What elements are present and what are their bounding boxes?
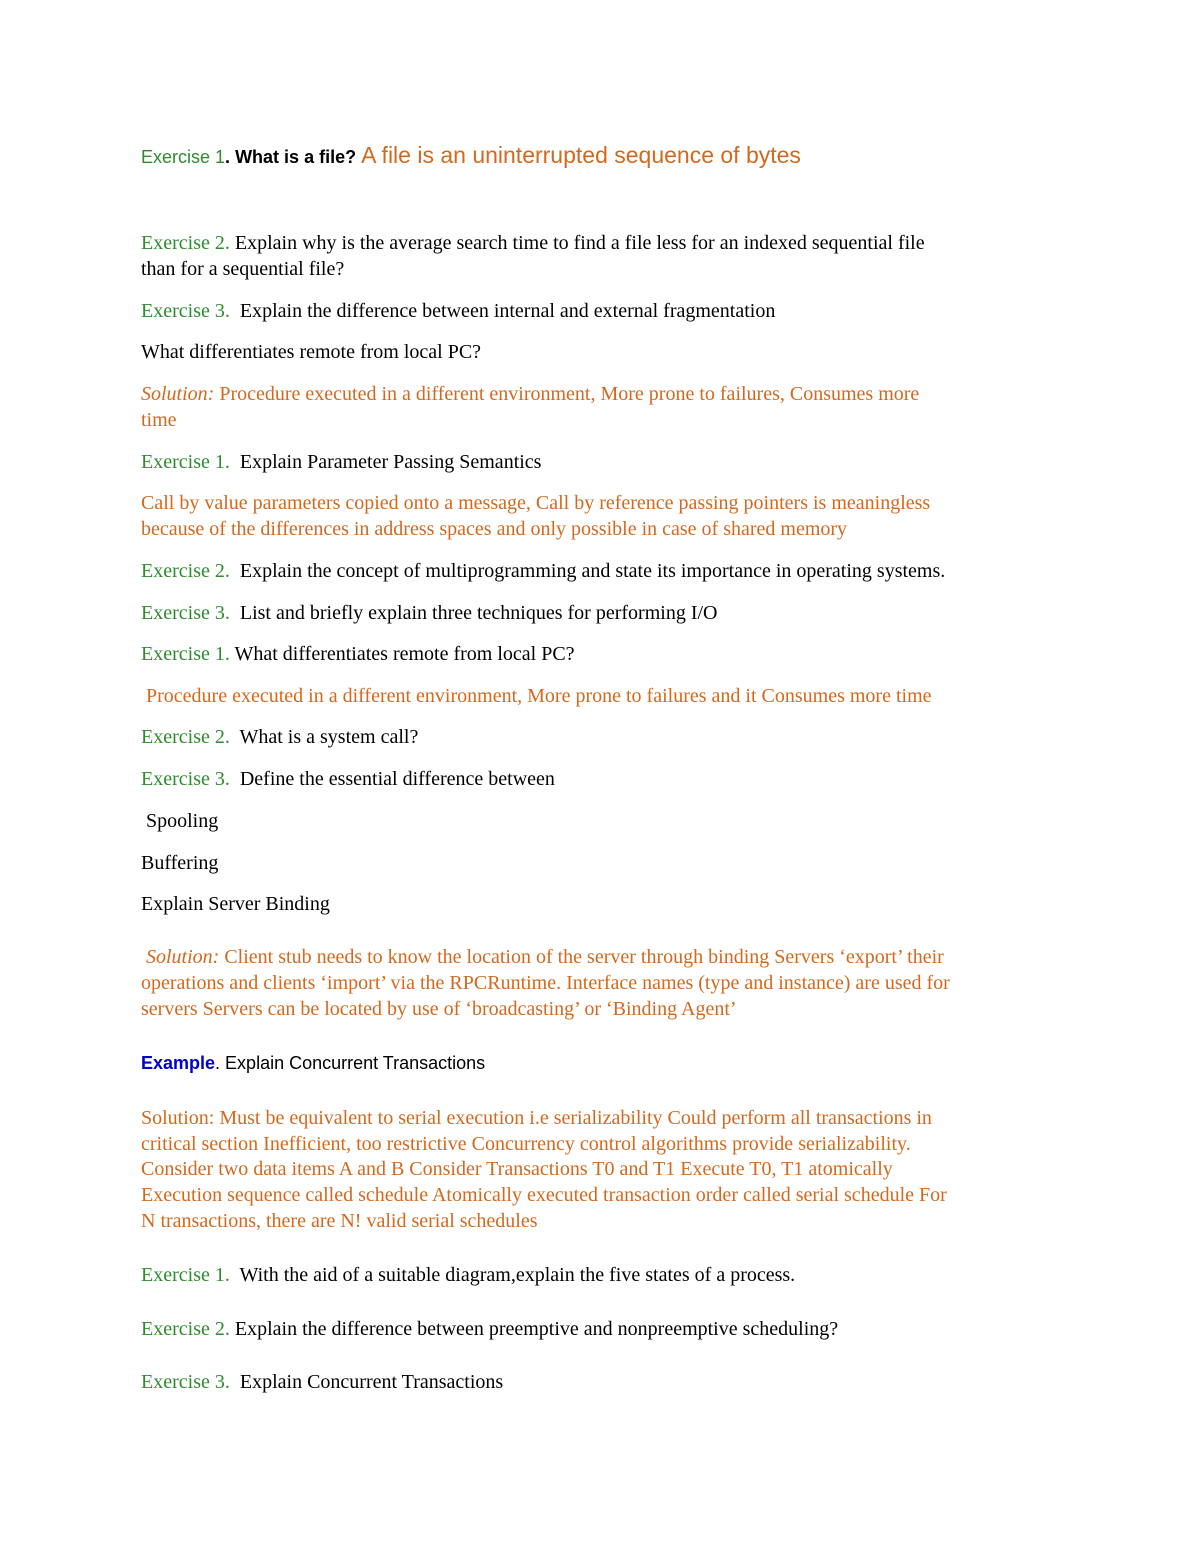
parameter-answer-line-1: [141, 490, 1061, 516]
question-text: List and briefly explain three techniques for performing I/O: [239, 602, 718, 624]
spooling-line: [146, 808, 1066, 834]
exercise-3-difference-line: [141, 766, 1061, 792]
question-text: Explain Server Binding: [141, 893, 330, 915]
question-text: What differentiates remote from local PC?: [141, 341, 482, 363]
list-item-text: Spooling: [146, 810, 219, 832]
question-text: With the aid of a suitable diagram,explain the five states of a process.: [239, 1264, 796, 1286]
solution-label: Solution:: [141, 383, 215, 405]
exercise-label: Exercise 2.: [141, 726, 230, 748]
answer-text: Procedure executed in a different environment, More prone to failures and it Consumes more time: [146, 685, 932, 707]
concurrent-solution-line-3: [141, 1156, 1061, 1182]
exercise-1-remote-line: [141, 641, 1061, 667]
solution-text: servers Servers can be located by use of ‘broadcasting’ or ‘Binding Agent’: [141, 998, 737, 1020]
exercise-2-scheduling-line: [141, 1316, 1061, 1342]
concurrent-solution-line-5: [141, 1208, 1061, 1234]
solution-text: Execution sequence called schedule Atomically executed transaction order called serial schedule For: [141, 1184, 947, 1206]
concurrent-solution-line-4: [141, 1182, 1061, 1208]
answer-text: because of the differences in address spaces and only possible in case of shared memory: [141, 518, 848, 540]
label-dot: .: [225, 147, 231, 167]
question-text: Define the essential difference between: [239, 768, 555, 790]
exercise-label: Exercise 2.: [141, 232, 230, 254]
exercise-1-parameter-line: [141, 449, 1061, 475]
question-text: than for a sequential file?: [141, 258, 345, 280]
exercise-1-file-line: [141, 142, 1061, 170]
binding-solution-line-1: [146, 944, 1066, 970]
question-text: What is a file?: [235, 147, 357, 167]
exercise-3-fragmentation-line: [141, 298, 1061, 324]
question-text: Explain the concept of multiprogramming and state its importance in operating systems.: [239, 560, 946, 582]
question-text: Explain the difference between internal and external fragmentation: [239, 300, 776, 322]
exercise-label: Exercise 3.: [141, 602, 230, 624]
exercise-label: Exercise 1: [141, 147, 226, 167]
question-text: What is a system call?: [239, 726, 419, 748]
example-concurrent-line: [141, 1050, 1061, 1076]
remote-vs-local-question: [141, 339, 1061, 365]
solution-text: Procedure executed in a different environment, More prone to failures, Consumes more: [219, 383, 920, 405]
exercise-2-search-line-2: [141, 256, 1061, 282]
remote-answer-line: [146, 683, 1066, 709]
question-text: Explain Parameter Passing Semantics: [239, 451, 542, 473]
concurrent-solution-line-2: [141, 1131, 1061, 1157]
exercise-1-process-states-line: [141, 1262, 1061, 1288]
solution-text: operations and clients ‘import’ via the RPCRuntime. Interface names (type and instance) are used for: [141, 972, 950, 994]
exercise-label: Exercise 1.: [141, 1264, 230, 1286]
solution-text: Client stub needs to know the location of the server through binding Servers ‘export’ their: [224, 946, 944, 968]
solution-text: Consider two data items A and B Consider Transactions T0 and T1 Execute T0, T1 atomically: [141, 1158, 893, 1180]
exercise-2-search-line-1: [141, 230, 1061, 256]
server-binding-line: [141, 891, 1061, 917]
exercise-label: Exercise 3.: [141, 768, 230, 790]
concurrent-solution-line-1: [141, 1105, 1061, 1131]
answer-text: Call by value parameters copied onto a message, Call by reference passing pointers is meaningless: [141, 492, 931, 514]
question-text: What differentiates remote from local PC?: [234, 643, 575, 665]
solution-text: critical section Inefficient, too restrictive Concurrency control algorithms provide serializability.: [141, 1133, 911, 1155]
exercise-3-concurrent-line: [141, 1369, 1061, 1395]
answer-text: A file is an uninterrupted sequence of bytes: [361, 142, 801, 168]
exercise-3-io-line: [141, 600, 1061, 626]
question-text: Explain Concurrent Transactions: [239, 1371, 504, 1393]
solution-remote-line-2: [141, 407, 1061, 433]
exercise-label: Exercise 3.: [141, 300, 230, 322]
exercise-label: Exercise 1.: [141, 643, 230, 665]
solution-remote-line-1: [141, 381, 1061, 407]
exercise-label: Exercise 2.: [141, 560, 230, 582]
exercise-label: Exercise 2.: [141, 1318, 230, 1340]
question-text: . Explain Concurrent Transactions: [215, 1053, 486, 1073]
exercise-label: Exercise 1.: [141, 451, 230, 473]
question-text: Explain the difference between preemptive and nonpreemptive scheduling?: [234, 1318, 839, 1340]
solution-label: Solution:: [146, 946, 220, 968]
parameter-answer-line-2: [141, 516, 1061, 542]
solution-text: Solution: Must be equivalent to serial execution i.e serializability Could perform all transactions in: [141, 1107, 932, 1129]
exercise-2-system-call-line: [141, 724, 1061, 750]
binding-solution-line-3: [141, 996, 1061, 1022]
binding-solution-line-2: [141, 970, 1061, 996]
solution-text: time: [141, 409, 177, 431]
example-label: Example: [141, 1053, 216, 1073]
exercise-label: Exercise 3.: [141, 1371, 230, 1393]
list-item-text: Buffering: [141, 852, 219, 874]
question-text: Explain why is the average search time to find a file less for an indexed sequential file: [234, 232, 925, 254]
buffering-line: [141, 850, 1061, 876]
solution-text: N transactions, there are N! valid serial schedules: [141, 1210, 538, 1232]
exercise-2-multiprogramming-line: [141, 558, 1061, 584]
